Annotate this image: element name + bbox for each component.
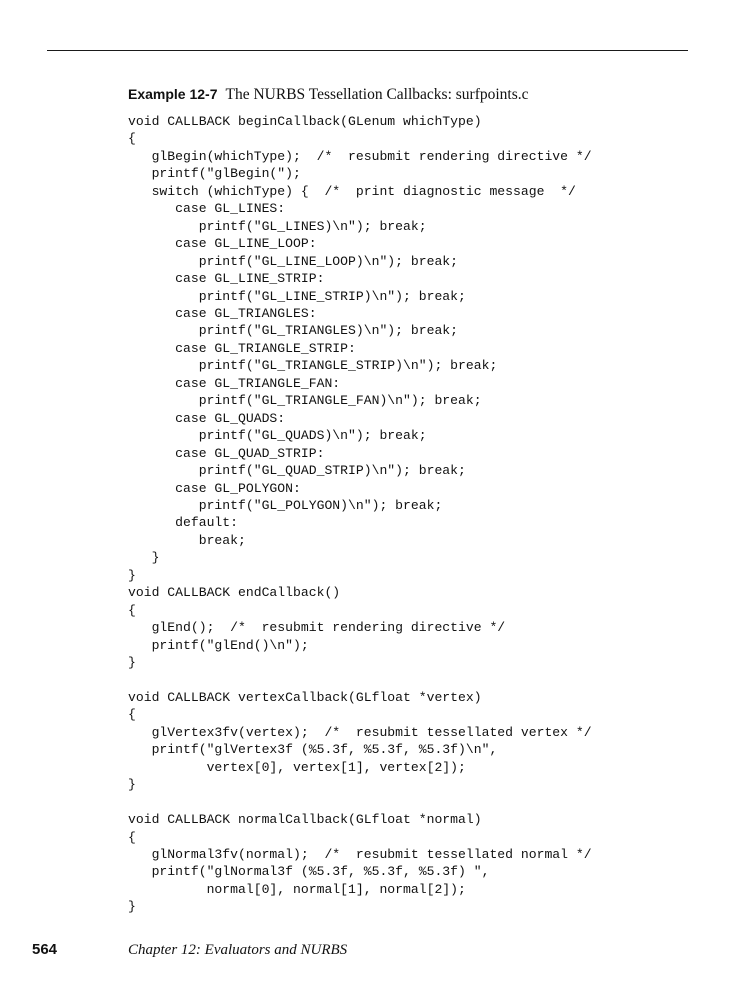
code-line: printf("GL_LINE_LOOP)\n"); break; (128, 253, 459, 269)
code-line: printf("GL_QUADS)\n"); break; (128, 428, 427, 444)
code-line: void CALLBACK vertexCallback(GLfloat *vertex) (128, 689, 482, 705)
code-line: case GL_TRIANGLE_STRIP: (128, 340, 356, 356)
code-line: normal[0], normal[1], normal[2]); (128, 881, 466, 897)
code-line: { (128, 602, 136, 618)
code-line: } (128, 899, 136, 915)
code-line: { (128, 131, 136, 147)
code-line: } (128, 777, 136, 793)
code-line: printf("GL_LINES)\n"); break; (128, 218, 427, 234)
code-line: vertex[0], vertex[1], vertex[2]); (128, 759, 466, 775)
example-title: The NURBS Tessellation Callbacks: surfpoints.c (225, 86, 529, 103)
code-line: break; (128, 532, 246, 548)
code-line: printf("GL_TRIANGLE_STRIP)\n"); break; (128, 358, 498, 374)
code-line: void CALLBACK normalCallback(GLfloat *normal) (128, 812, 482, 828)
code-line: { (128, 829, 136, 845)
code-line: case GL_TRIANGLES: (128, 305, 317, 321)
code-line: printf("GL_POLYGON)\n"); break; (128, 497, 443, 513)
code-line: glNormal3fv(normal); /* resubmit tessellated normal */ (128, 847, 592, 862)
code-line: printf("glNormal3f (%5.3f, %5.3f, %5.3f) ", (128, 864, 490, 880)
code-line: switch (whichType) { /* print diagnostic message */ (128, 183, 576, 199)
example-caption (128, 84, 529, 105)
code-line (128, 794, 592, 811)
code-line: case GL_POLYGON: (128, 480, 301, 496)
code-line: printf("glBegin("); (128, 166, 301, 182)
code-line: { (128, 707, 136, 723)
code-line: printf("GL_TRIANGLE_FAN)\n"); break; (128, 393, 482, 409)
code-line: } (128, 550, 160, 566)
example-label: Example 12-7 (128, 86, 218, 102)
code-line: default: (128, 515, 239, 531)
header-rule (47, 50, 688, 51)
code-line: void CALLBACK endCallback() (128, 585, 341, 601)
code-line: glVertex3fv(vertex); /* resubmit tessellated vertex */ (128, 724, 592, 740)
code-line: printf("glEnd()\n"); (128, 637, 309, 653)
code-listing (128, 113, 592, 916)
page-number: 564 (32, 941, 58, 958)
code-line (128, 672, 592, 689)
code-line: printf("GL_TRIANGLES)\n"); break; (128, 323, 459, 339)
code-line: case GL_QUAD_STRIP: (128, 445, 325, 461)
code-line: glBegin(whichType); /* resubmit rendering directive */ (128, 148, 592, 164)
code-line: case GL_LINES: (128, 201, 286, 217)
code-line: glEnd(); /* resubmit rendering directive */ (128, 620, 506, 636)
chapter-title: Chapter 12: Evaluators and NURBS (128, 942, 348, 958)
code-line: } (128, 655, 136, 671)
code-line: printf("GL_LINE_STRIP)\n"); break; (128, 288, 466, 304)
code-line: case GL_QUADS: (128, 410, 286, 426)
code-line: printf("glVertex3f (%5.3f, %5.3f, %5.3f)\n", (128, 742, 498, 758)
code-line: } (128, 567, 136, 583)
code-line: printf("GL_QUAD_STRIP)\n"); break; (128, 463, 466, 479)
code-line: void CALLBACK beginCallback(GLenum whichType) (128, 114, 482, 129)
code-line: case GL_LINE_LOOP: (128, 236, 317, 252)
code-line: case GL_TRIANGLE_FAN: (128, 375, 341, 391)
code-line: case GL_LINE_STRIP: (128, 271, 325, 287)
